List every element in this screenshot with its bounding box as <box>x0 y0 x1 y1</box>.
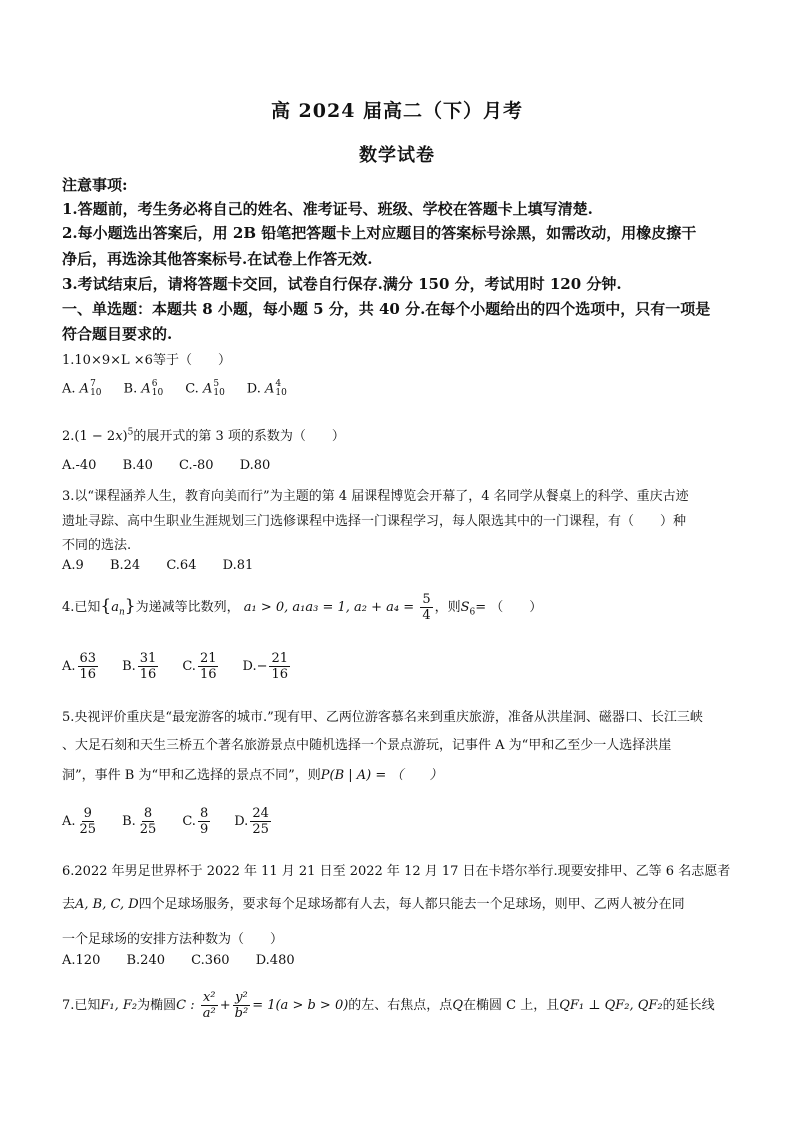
q2-stem-text: 的展开式的第 3 项的系数为（ ） <box>133 429 345 444</box>
option-label: A. <box>62 381 76 397</box>
option-fraction <box>78 806 99 837</box>
note-1: 1.答题前，考生务必将自己的姓名、准考证号、班级、学校在答题卡上填写清楚. <box>62 200 593 218</box>
q1-stem-text: 等于（ ） <box>152 353 231 368</box>
option-fraction <box>78 651 99 682</box>
q4-condition: a₁ > 0, a₁a₃ = 1, a₂ + a₄ = <box>243 600 415 615</box>
q7-frac-x <box>201 990 218 1021</box>
q2-variable: x <box>115 429 123 444</box>
q2-number: 2. <box>62 429 75 444</box>
q4-frac-num: 5 <box>422 592 431 607</box>
q7-foci: F₁, F₂ <box>100 998 138 1013</box>
q4-options <box>62 651 734 682</box>
q1-option-letter: A <box>202 381 213 397</box>
option-sign: − <box>256 659 268 674</box>
note-2a: 2.每小题选出答案后，用 2B 铅笔把答题卡上对应题目的答案标号涂黑，如需改动，用橡皮擦干 <box>62 224 697 242</box>
q4-s: S <box>460 600 470 615</box>
q4-option-c <box>182 651 220 682</box>
q4-frac-den: 4 <box>422 608 431 623</box>
q1-stem <box>62 349 734 368</box>
q4-option-a <box>62 651 100 682</box>
option-label: C. <box>182 814 196 829</box>
q7-perp: QF₁ ⊥ QF₂, QF₂ <box>559 998 663 1013</box>
q4-stem: 4.已知$\{a_n\}$为递减等比数列， a₁ > 0, a₁a₃ = 1, a₂ + a₄ = $\frac{5}{4}$ ，则$S_6=$ （ ） <box>62 592 543 623</box>
q7-point: Q <box>452 998 463 1013</box>
option-fraction <box>198 651 219 682</box>
q7-y2: y² <box>235 990 248 1005</box>
q4-fraction <box>420 592 432 623</box>
option-label: A. <box>62 814 76 829</box>
q2-option-c: C.-80 <box>178 458 214 473</box>
q1-option-c <box>185 380 225 398</box>
q4-lead: 4.已知 <box>62 600 101 615</box>
q1-option-sub: 10 <box>213 388 225 398</box>
option-numerator: 24 <box>252 806 269 821</box>
q2-base: (1 − 2 <box>74 429 116 444</box>
q1-option-indices <box>152 380 163 398</box>
q5-line-1: 5.央视评价重庆是“最宠游客的城市.”现有甲、乙两位游客慕名来到重庆旅游，准备从洪崖洞、磁器口、长江三峡 <box>62 710 703 725</box>
q1-option-indices <box>213 380 224 398</box>
q5-option-a <box>62 806 100 837</box>
option-denominator: 25 <box>139 822 157 837</box>
option-denominator: 16 <box>199 667 217 682</box>
q6-line-3: 一个足球场的安排方法种数为（ ） <box>62 932 284 947</box>
q3-line-3: 不同的选法. <box>62 538 132 553</box>
q2-option-d: D.80 <box>239 458 271 473</box>
option-numerator: 31 <box>139 651 157 666</box>
q4-post: ，则 <box>434 600 461 615</box>
q1-option-indices <box>275 380 286 398</box>
q6-line-2 <box>62 893 734 912</box>
q7-mid: 为椭圆 <box>137 998 177 1013</box>
q6-option-c: C.360 <box>191 953 230 968</box>
q2-exponent: 5 <box>127 427 134 438</box>
q1-option-a <box>62 380 102 398</box>
q5-option-b <box>122 806 160 837</box>
option-fraction <box>269 651 290 682</box>
option-label: C. <box>185 381 199 397</box>
q6-options <box>62 953 734 968</box>
section-heading-b: 符合题目要求的. <box>62 325 173 343</box>
q1-options <box>62 380 734 398</box>
q7-a2: a² <box>202 1006 216 1021</box>
option-denominator: 16 <box>79 667 97 682</box>
q4-seq: a <box>111 600 119 615</box>
q1-number: 1. <box>62 353 75 368</box>
q6-line-2-lead: 去 <box>62 897 76 912</box>
option-numerator: 21 <box>271 651 289 666</box>
q5-options <box>62 806 734 837</box>
option-fraction <box>250 806 271 837</box>
q1-option-b <box>124 380 164 398</box>
q6-option-d: D.480 <box>255 953 295 968</box>
q1-option-sub: 10 <box>151 388 164 398</box>
q3-option-d: D.81 <box>222 558 254 573</box>
q7-post2: 在椭圆 C 上，且 <box>462 998 560 1013</box>
q7-b2: b² <box>234 1006 249 1021</box>
q1-option-letter: A <box>141 381 151 397</box>
option-label: B. <box>122 814 136 829</box>
option-label: D. <box>234 814 249 829</box>
q5-option-c <box>182 806 212 837</box>
q3-line-2: 遗址寻踪、高中生职业生涯规划三门选修课程中选择一门课程学习，每人限选其中的一门课程，有（ ）种 <box>62 514 687 529</box>
q4-s-sub: 6 <box>469 607 476 618</box>
q6-line-2-text: 四个足球场服务，要求每个足球场都有人去，每人都只能去一个足球场，则甲、乙两人被分在同 <box>138 897 685 912</box>
q4-mid: 为递减等比数列， <box>135 600 240 615</box>
option-label: C. <box>182 659 196 674</box>
section-heading-a: 一、单选题：本题共 8 小题，每小题 5 分，共 40 分.在每个小题给出的四个选项中，只有一项是 <box>62 300 711 318</box>
option-denominator: 16 <box>139 667 157 682</box>
option-label: D. <box>242 659 257 674</box>
q1-option-sup: 5 <box>213 379 220 389</box>
q7-curve: C : <box>176 998 195 1013</box>
option-numerator: 21 <box>199 651 217 666</box>
page-subtitle: 数学试卷 <box>359 145 435 166</box>
option-fraction <box>198 806 210 837</box>
q3-options <box>62 558 734 573</box>
q1-option-sup: 4 <box>275 379 282 389</box>
option-fraction <box>138 806 159 837</box>
option-label: B. <box>123 381 138 397</box>
q3-option-c: C.64 <box>166 558 197 573</box>
note-3: 3.考试结束后，请将答题卡交回，试卷自行保存.满分 150 分，考试用时 120 分钟. <box>62 275 622 293</box>
q6-venues: A, B, C, D <box>75 897 139 912</box>
q2-stem <box>62 425 734 444</box>
q5-line-2: 、大足石刻和天生三桥五个著名旅游景点中随机选择一个景点游玩，记事件 A 为“甲和乙至少一人选择洪崖 <box>62 738 672 753</box>
note-2b: 净后，再选涂其他答案标号.在试卷上作答无效. <box>62 250 373 268</box>
option-label: D. <box>246 381 261 397</box>
q2-close: ) <box>122 429 128 444</box>
q7-post: 的左、右焦点，点 <box>348 998 453 1013</box>
q4-seq-sub: n <box>119 607 125 618</box>
q6-option-a: A.120 <box>62 953 101 968</box>
q5-option-d <box>234 806 273 837</box>
option-numerator: 9 <box>83 806 92 821</box>
q3-option-a: A.9 <box>62 558 84 573</box>
q1-expression: 10×9×L ×6 <box>74 353 153 368</box>
q7-tail: 的延长线 <box>662 998 715 1013</box>
option-denominator: 25 <box>79 822 97 837</box>
q6-line-1: 6.2022 年男足世界杯于 2022 年 11 月 21 日至 2022 年 12 月 17 日在卡塔尔举行.现要安排甲、乙等 6 名志愿者 <box>62 864 731 879</box>
q1-option-d <box>247 380 287 398</box>
q1-option-sup: 6 <box>151 379 158 389</box>
q3-line-1: 3.以“课程涵养人生，教育向美而行”为主题的第 4 届课程博览会开幕了，4 名同学从餐桌上的科学、重庆古迹 <box>62 489 689 504</box>
q7-equation: = 1(a > b > 0) <box>252 998 349 1013</box>
q1-option-indices <box>90 380 101 398</box>
q1-option-sub: 10 <box>90 388 102 398</box>
q1-option-sup: 7 <box>90 379 96 389</box>
notes-heading: 注意事项: <box>62 176 128 194</box>
q1-option-sub: 10 <box>275 388 287 398</box>
option-label: B. <box>122 659 136 674</box>
q1-option-letter: A <box>79 381 90 397</box>
option-label: A. <box>62 659 76 674</box>
q4-option-b <box>122 651 160 682</box>
option-denominator: 16 <box>271 667 289 682</box>
q5-probability: P(B | A) = （ ） <box>320 768 443 783</box>
q7-frac-y <box>233 990 251 1021</box>
q2-options <box>62 458 734 473</box>
q5-line-3-text: 洞”，事件 B 为“甲和乙选择的景点不同”，则 <box>62 768 321 783</box>
q1-option-letter: A <box>265 381 275 397</box>
q7-lead: 7.已知 <box>62 998 101 1013</box>
option-denominator: 25 <box>252 822 269 837</box>
option-fraction <box>138 651 159 682</box>
q3-option-b: B.24 <box>109 558 141 573</box>
q2-option-a: A.-40 <box>62 458 97 473</box>
q6-option-b: B.240 <box>126 953 165 968</box>
q4-option-d <box>242 651 292 682</box>
option-numerator: 8 <box>143 806 153 821</box>
option-numerator: 8 <box>199 806 209 821</box>
q4-tail: = （ ） <box>475 600 543 615</box>
q7-x2: x² <box>202 990 216 1005</box>
q2-option-b: B.40 <box>122 458 153 473</box>
q5-line-3 <box>62 764 734 783</box>
page-title: 高 2024 届高二（下）月考 <box>270 100 524 122</box>
option-numerator: 63 <box>79 651 97 666</box>
q7-stem: 7.已知F₁, F₂为椭圆C : $\frac{\text{x²}}{\text{a²}}$ + $\frac{\text{y²}}{\text{b²}}$ = 1(a > b > 0)的左、右焦点，点Q在椭圆 C 上，且QF₁ ⊥ QF₂, QF₂的延长线 <box>62 990 715 1021</box>
option-denominator: 9 <box>199 822 209 837</box>
